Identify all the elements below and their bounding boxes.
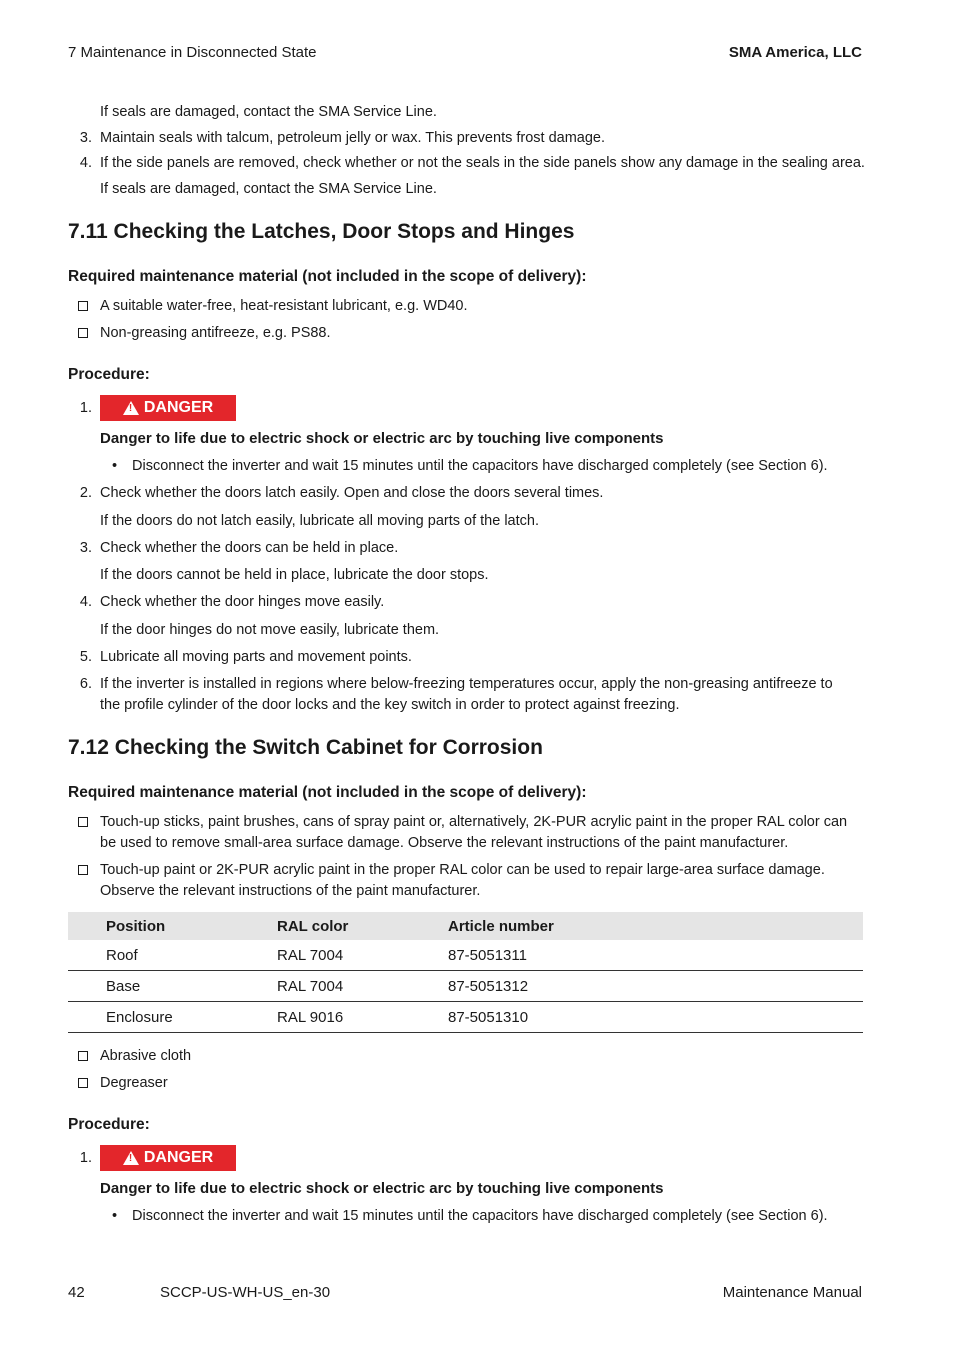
table-cell: 87-5051312: [448, 971, 863, 1002]
step-number: 2.: [79, 485, 92, 501]
column-header: RAL color: [277, 912, 448, 940]
danger-instruction: Disconnect the inverter and wait 15 minutes until the capacitors have discharged completely (see Section 6).: [132, 1208, 828, 1224]
procedure-step: Check whether the door hinges move easily.: [100, 594, 385, 610]
procedure-step: Lubricate all moving parts and movement points.: [100, 649, 412, 665]
intro-step-3: Maintain seals with talcum, petroleum jelly or wax. This prevents frost damage.: [100, 130, 606, 146]
danger-badge: [100, 395, 236, 421]
table-cell: RAL 7004: [277, 940, 448, 971]
table-row: [68, 971, 863, 1002]
warning-triangle-icon: [123, 1151, 139, 1165]
warning-triangle-icon: [123, 401, 139, 415]
material-item: Touch-up paint or 2K-PUR acrylic paint in the proper RAL color can be used to repair large-area surface damage.: [100, 862, 825, 878]
danger-title: Danger to life due to electric shock or electric arc by touching live components: [100, 1180, 664, 1197]
section-711-title: 7.11 Checking the Latches, Door Stops and Hinges: [68, 220, 575, 243]
material-item-cont: be used to remove small-area surface damage. Observe the relevant instructions of the paint manufacturer.: [100, 835, 789, 851]
procedure-step: Check whether the doors can be held in place.: [100, 540, 399, 556]
procedure-step-sub: If the door hinges do not move easily, lubricate them.: [100, 622, 440, 638]
checkbox-icon: [78, 328, 88, 338]
checkbox-icon: [78, 1078, 88, 1088]
intro-step-4-sub: If seals are damaged, contact the SMA Service Line.: [100, 181, 437, 197]
bullet-icon: •: [112, 458, 118, 474]
material-item: Degreaser: [100, 1075, 168, 1091]
table-row: [68, 940, 863, 971]
checkbox-icon: [78, 301, 88, 311]
column-header: Position: [68, 912, 277, 940]
required-material-heading: Required maintenance material (not included in the scope of delivery):: [68, 268, 587, 285]
checkbox-icon: [78, 1051, 88, 1061]
danger-label: DANGER: [143, 399, 214, 416]
table-row: [68, 1002, 863, 1033]
section-712-title: 7.12 Checking the Switch Cabinet for Corrosion: [68, 736, 543, 759]
table-cell: RAL 7004: [277, 971, 448, 1002]
checkbox-icon: [78, 865, 88, 875]
procedure-heading: Procedure:: [68, 366, 150, 383]
header-company: SMA America, LLC: [728, 44, 862, 61]
required-material-heading: Required maintenance material (not included in the scope of delivery):: [68, 784, 587, 801]
danger-label: DANGER: [143, 1149, 214, 1166]
procedure-step-sub: If the doors do not latch easily, lubricate all moving parts of the latch.: [100, 513, 539, 529]
bullet-icon: •: [112, 1208, 118, 1224]
procedure-step-cont: the profile cylinder of the door locks and the key switch in order to protect against freezing.: [100, 697, 680, 713]
step-number: 1.: [79, 400, 92, 416]
procedure-heading: Procedure:: [68, 1116, 150, 1133]
table-cell: Roof: [68, 940, 277, 971]
danger-instruction: Disconnect the inverter and wait 15 minutes until the capacitors have discharged completely (see Section 6).: [132, 458, 828, 474]
danger-title: Danger to life due to electric shock or electric arc by touching live components: [100, 430, 664, 447]
step-number: 1.: [79, 1150, 92, 1166]
table-cell: Base: [68, 971, 277, 1002]
header-section: 7 Maintenance in Disconnected State: [68, 44, 317, 61]
ral-color-table: [68, 912, 863, 1033]
step-number: 6.: [79, 676, 92, 692]
table-header-row: [68, 912, 863, 940]
table-cell: 87-5051311: [448, 940, 863, 971]
intro-line: If seals are damaged, contact the SMA Service Line.: [100, 104, 437, 120]
checkbox-icon: [78, 817, 88, 827]
procedure-step: Check whether the doors latch easily. Open and close the doors several times.: [100, 485, 604, 501]
step-number: 3.: [79, 540, 92, 556]
material-item: A suitable water-free, heat-resistant lubricant, e.g. WD40.: [100, 298, 468, 314]
manual-name: Maintenance Manual: [722, 1284, 862, 1301]
material-item: Abrasive cloth: [100, 1048, 192, 1064]
step-number: 4.: [79, 155, 92, 171]
step-number: 3.: [79, 130, 92, 146]
danger-badge: [100, 1145, 236, 1171]
procedure-step-sub: If the doors cannot be held in place, lubricate the door stops.: [100, 567, 489, 583]
material-item: Touch-up sticks, paint brushes, cans of spray paint or, alternatively, 2K-PUR acrylic paint in the proper RAL color can: [100, 814, 848, 830]
intro-step-4: If the side panels are removed, check whether or not the seals in the side panels show any damage in the sealing area.: [100, 155, 865, 171]
procedure-step: If the inverter is installed in regions where below-freezing temperatures occur, apply the non-greasing antifreeze to: [100, 676, 833, 692]
material-item: Non-greasing antifreeze, e.g. PS88.: [100, 325, 331, 341]
table-cell: Enclosure: [68, 1002, 277, 1033]
page-number: 42: [68, 1284, 85, 1301]
step-number: 5.: [79, 649, 92, 665]
column-header: Article number: [448, 912, 863, 940]
step-number: 4.: [79, 594, 92, 610]
material-item-cont: Observe the relevant instructions of the paint manufacturer.: [100, 883, 481, 899]
table-cell: RAL 9016: [277, 1002, 448, 1033]
table-cell: 87-5051310: [448, 1002, 863, 1033]
document-id: SCCP-US-WH-US_en-30: [160, 1284, 331, 1301]
